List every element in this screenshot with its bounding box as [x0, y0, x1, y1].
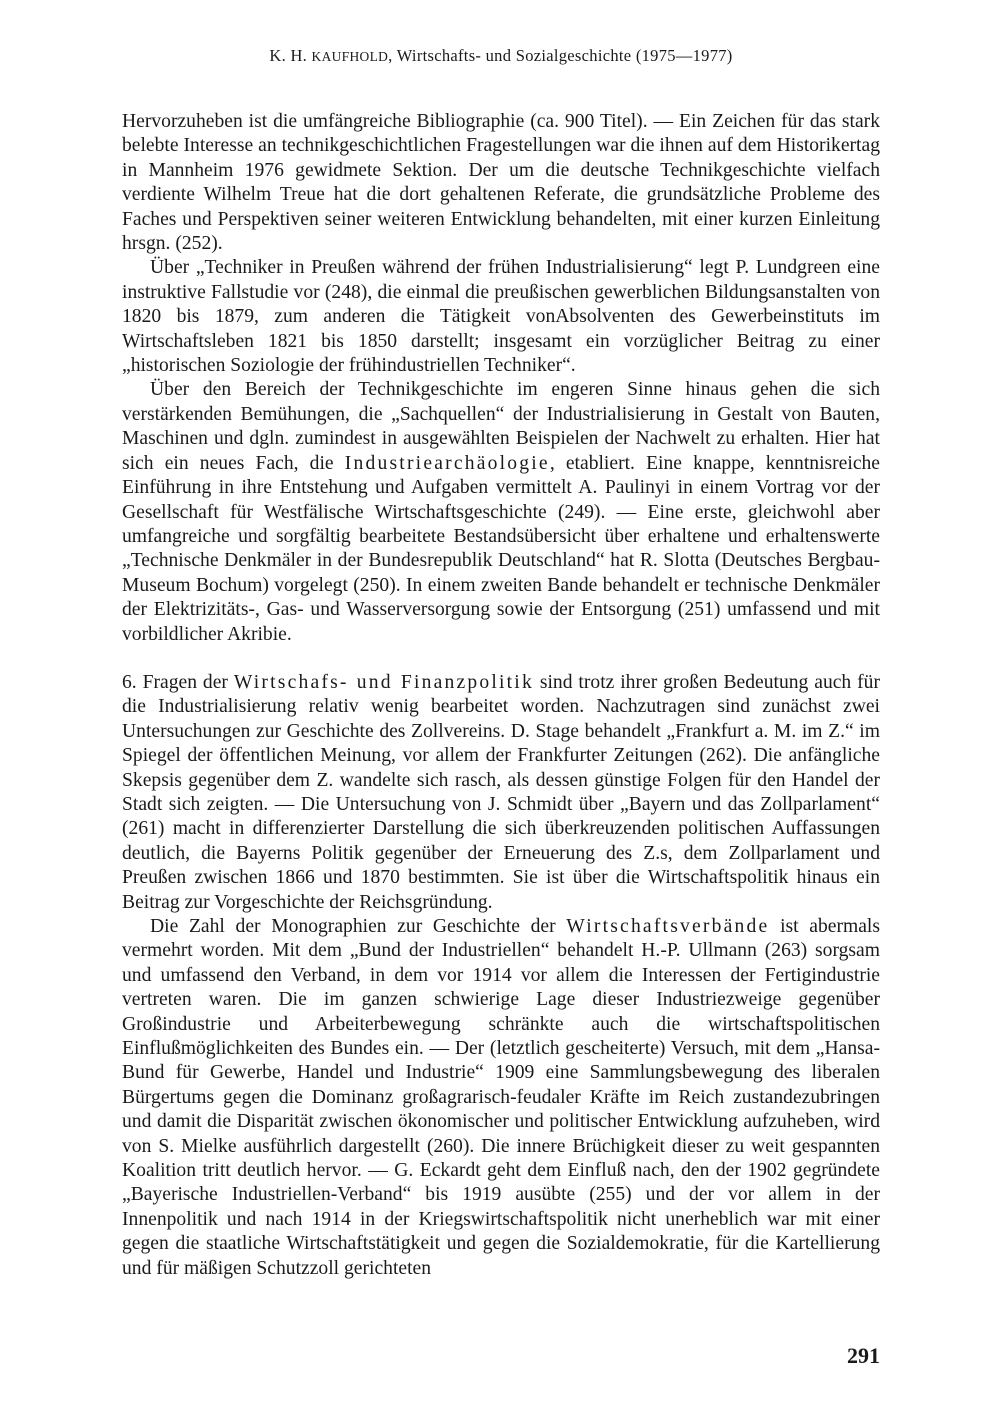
paragraph	[122, 915, 880, 1281]
paragraph-text: Über den Bereich der Technikgeschichte im engeren Sinne hinaus gehen die sich verstärkenden Bemühungen, die „Sachquellen“ der Industrialisierung in Gestalt von Bauten, Maschinen und dgln. zumindest in ausgewählten Beispielen der Nachwelt zu erhalten. Hier hat sich ein neues Fach, die	[122, 379, 880, 474]
paragraph	[122, 256, 880, 378]
spaced-term: Industriearchäologie	[344, 452, 550, 474]
paragraph-text: Über „Techniker in Preußen während der frühen Industrialisierung“ legt P. Lundgreen eine instruktive Fallstudie vor (248), die einmal die preußischen gewerblichen Bildungsanstalten von 1820 bis 1879, zum anderen die Tätigkeit vonAbsolventen des Gewerbeinstituts im Wirtschaftsleben 1821 bis 1850 darstellt; insgesamt ein vorzüglicher Beitrag zu einer „historischen Soziologie der frühindustriellen Techniker“.	[122, 257, 880, 377]
spaced-term: Wirtschaftsverbände	[566, 916, 770, 937]
paragraph-text: Hervorzuheben ist die umfängreiche Bibliographie (ca. 900 Titel). — Ein Zeichen für das stark belebte Interesse an technikgeschichtlichen Fragestellungen war die ihnen auf dem Historikertag in Mannheim 1976 gewidmete Sektion. Der um die deutsche Technikgeschichte vielfach verdiente Wilhelm Treue hat die dort gehaltenen Referate, die grundsätzliche Probleme des Faches und Perspektiven seiner weiteren Entwicklung behandelten, mit einer kurzen Einleitung hrsgn. (252).	[122, 111, 880, 255]
paragraph	[122, 110, 880, 256]
page-number: 291	[847, 1343, 880, 1368]
running-header	[122, 46, 880, 66]
header-author: KAUFHOLD	[311, 49, 389, 64]
paragraph-text: Die Zahl der Monographien zur Geschichte der	[150, 916, 567, 937]
paragraph-text: 6. Fragen der	[122, 671, 234, 693]
body-text	[122, 110, 880, 1281]
paragraph-text: , etabliert. Eine knappe, kenntnisreiche Einführung in ihre Entstehung und Aufgaben vermittelt A. Paulinyi in einem Vortrag vor der Gesellschaft für Westfälische Wirtschaftsgeschichte (249). — Eine erste, gleichwohl aber umfangreiche und sorgfältig bearbeitete Bestandsübersicht über erhaltene und erhaltenswerte „Technische Denkmäler in der Bundesrepublik Deutschland“ hat R. Slotta (Deutsches Bergbau-Museum Bochum) vorgelegt (250). In einem zweiten Bande behandelt er technische Denkmäler der Elektrizitäts-, Gas- und Wasserversorgung sowie der Entsorgung (251) umfassend und mit vorbildlicher Akribie.	[122, 452, 881, 645]
paragraph	[122, 378, 880, 646]
section-paragraph	[122, 671, 880, 915]
header-initials: K. H.	[269, 46, 312, 65]
paragraph-text: ist abermals vermehrt worden. Mit dem „Bund der Industriellen“ behandelt H.-P. Ullmann (263) sorgsam und umfassend den Verband, in dem vor 1914 vor allem die Interessen der Fertigindustrie vertreten waren. Die im ganzen schwierige Lage dieser Industriezweige gegenüber Großindustrie und Arbeiterbewegung schränkte auch die wirtschaftspolitischen Einflußmöglichkeiten des Bundes ein. — Der (letztlich gescheiterte) Versuch, mit dem „Hansa-Bund für Gewerbe, Handel und Industrie“ 1909 eine Sammlungsbewegung des liberalen Bürgertums gegen die Dominanz großagrarisch-feudaler Kräfte im Reich zustandezubringen und damit die Disparität zwischen ökonomischer und politischer Entwicklung aufzuheben, wird von S. Mielke ausführlich dargestellt (260). Die innere Brüchigkeit dieser zu weit gespannten Koalition tritt deutlich hervor. — G. Eckardt geht dem Einfluß nach, den der 1902 gegründete „Bayerische Industriellen-Verband“ bis 1919 ausübte (255) und der vor allem in der Innenpolitik und nach 1914 in der Kriegswirtschaftspolitik nicht unerheblich war mit einer gegen die staatliche Wirtschaftstätigkeit und gegen die Sozialdemokratie, für die Kartellierung und für mäßigen Schutzzoll gerichteten	[122, 916, 880, 1279]
paragraph-text: sind trotz ihrer großen Bedeutung auch für die Industrialisierung relativ wenig bearbeitet worden. Nachzutragen sind zunächst zwei Untersuchungen zur Geschichte des Zollvereins. D. Stage behandelt „Frankfurt a. M. im Z.“ im Spiegel der öffentlichen Meinung, vor allem der Frankfurter Zeitungen (262). Die anfängliche Skepsis gegenüber dem Z. wandelte sich rasch, als dessen günstige Folgen für den Handel der Stadt sich zeigten. — Die Untersuchung von J. Schmidt über „Bayern und das Zollparlament“ (261) macht in differenzierter Darstellung die sich überkreuzenden politischen Auffassungen deutlich, die Bayerns Politik gegenüber der Erneuerung des Z.s, dem Zollparlament und Preußen zwischen 1866 und 1870 bestimmten. Sie ist über die Wirtschaftspolitik hinaus ein Beitrag zur Vorgeschichte der Reichsgründung.	[122, 671, 880, 913]
spaced-term: Wirtschafs- und Finanzpolitik	[233, 671, 534, 693]
header-title: , Wirtschafts- und Sozialgeschichte (1975—1977)	[388, 46, 733, 65]
